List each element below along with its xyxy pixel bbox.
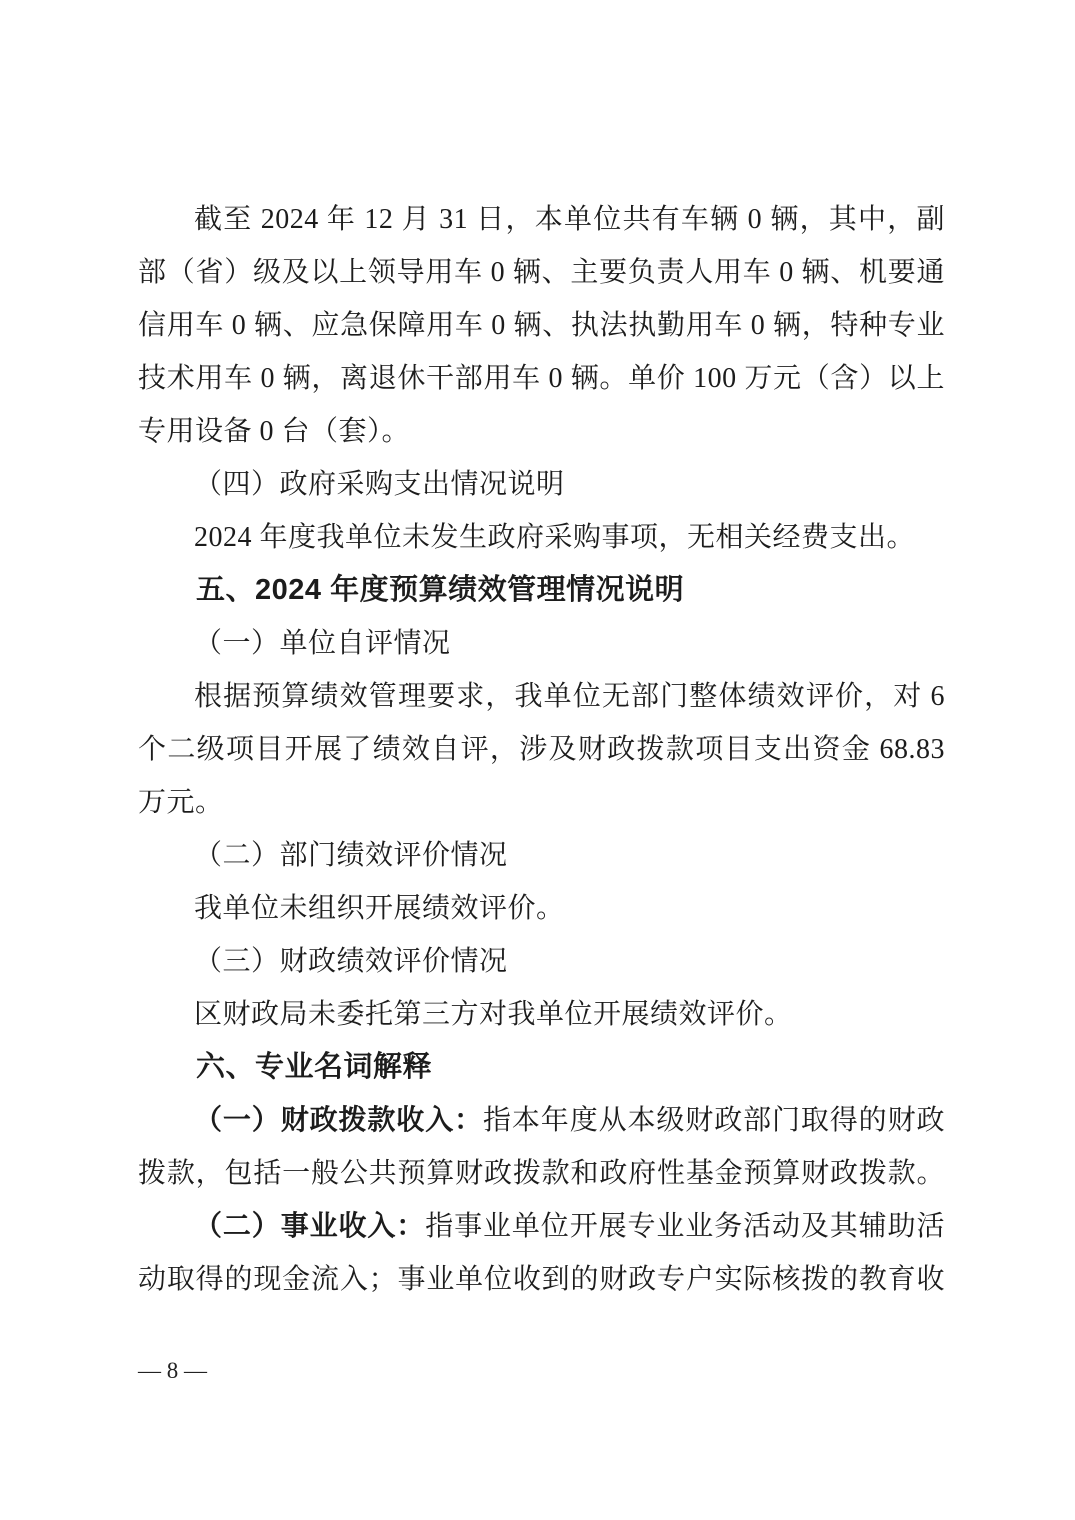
document-line [138,564,945,617]
document-line [138,1041,945,1094]
page-number: — 8 — [138,1358,207,1383]
term-label: （一）财政拨款收入： [194,1105,483,1136]
self-evaluation-paragraph [138,670,945,829]
vehicle-equipment-paragraph [138,193,945,458]
document-line [138,405,945,458]
text-segment: 我单位未组织开展绩效评价。 [194,893,565,924]
text-segment: 截至 2024 年 12 月 31 日，本单位共有车辆 0 辆，其中，副 [194,204,945,235]
term-label: （二）事业收入： [194,1211,426,1242]
text-segment: 根据预算绩效管理要求，我单位无部门整体绩效评价，对 6 [194,681,945,712]
heading-5-budget-performance [138,564,945,617]
document-content [138,193,945,1306]
text-segment: 拨款，包括一般公共预算财政拨款和政府性基金预算财政拨款。 [138,1158,945,1189]
document-line [138,193,945,246]
text-segment: 区财政局未委托第三方对我单位开展绩效评价。 [194,999,793,1030]
document-line [138,511,945,564]
document-line [138,1147,945,1200]
text-segment: 个二级项目开展了绩效自评，涉及财政拨款项目支出资金 68.83 [138,734,945,765]
text-segment: 指本年度从本级财政部门取得的财政 [483,1105,945,1136]
subheading-2-dept-evaluation [138,829,945,882]
document-line [138,1094,945,1147]
document-line [138,723,945,776]
text-segment: 六、专业名词解释 [196,1051,433,1083]
text-segment: 万元。 [138,787,224,818]
text-segment: 指事业单位开展专业业务活动及其辅助活 [425,1211,945,1242]
glossary-term-2-paragraph [138,1200,945,1306]
document-line [138,299,945,352]
text-segment: 技术用车 0 辆，离退休干部用车 0 辆。单价 100 万元（含）以上 [138,363,945,394]
fiscal-evaluation-paragraph [138,988,945,1041]
document-line [138,1253,945,1306]
subheading-4-gov-procurement [138,458,945,511]
text-segment: 专用设备 0 台（套）。 [138,416,411,447]
document-line [138,882,945,935]
glossary-term-1-paragraph [138,1094,945,1200]
subheading-3-fiscal-evaluation [138,935,945,988]
document-line [138,670,945,723]
document-line [138,1200,945,1253]
document-line [138,776,945,829]
heading-6-glossary [138,1041,945,1094]
document-line [138,935,945,988]
subheading-1-self-evaluation [138,617,945,670]
text-segment: （四）政府采购支出情况说明 [194,469,565,500]
text-segment: 五、2024 年度预算绩效管理情况说明 [196,574,685,606]
text-segment: 2024 年度我单位未发生政府采购事项，无相关经费支出。 [194,522,916,553]
text-segment: 信用车 0 辆、应急保障用车 0 辆、执法执勤用车 0 辆，特种专业 [138,310,945,341]
text-segment: （二）部门绩效评价情况 [194,840,508,871]
document-line [138,246,945,299]
document-line [138,988,945,1041]
text-segment: 动取得的现金流入；事业单位收到的财政专户实际核拨的教育收 [138,1264,945,1295]
page-footer [138,1355,207,1387]
document-line [138,829,945,882]
gov-procurement-paragraph [138,511,945,564]
text-segment: 部（省）级及以上领导用车 0 辆、主要负责人用车 0 辆、机要通 [138,257,945,288]
document-line [138,617,945,670]
text-segment: （一）单位自评情况 [194,628,451,659]
dept-evaluation-paragraph [138,882,945,935]
document-line [138,458,945,511]
document-line [138,352,945,405]
text-segment: （三）财政绩效评价情况 [194,946,508,977]
